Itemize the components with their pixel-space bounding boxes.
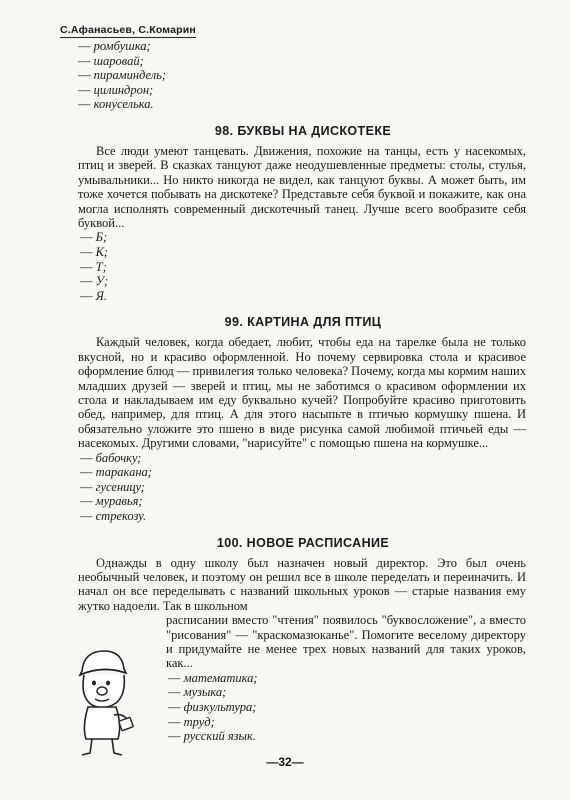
list-item: — физкультура; (168, 700, 526, 715)
list-item: — Я. (80, 289, 526, 304)
list-item: — конуселька. (78, 97, 526, 112)
section-text-100: Однажды в одну школу был назначен новый директор. Это был очень необычный человек, и поэтому он решил все в школе переделать и переиначить. И начал он все переделывать с названий школьных уроков — старые названия ему жутко надоели. Так в школьном (78, 555, 526, 613)
section-title-100: 100. НОВОЕ РАСПИСАНИЕ (216, 535, 390, 550)
section-text-98: Все люди умеют танцевать. Движения, похожие на танцы, есть у насекомых, птиц и зверей. В сказках танцуют даже неодушевленные предметы: столы, стулья, умывальники... Но никто никогда не видел, как танцуют буквы. А может быть, им тоже хочется побывать на дискотеке? Представьте себя буквой и покажите, как она могла исполнять современный дискотечный танец. Лучше всего вообразите себя буквой... (78, 143, 526, 230)
list-item: — пираминдель; (78, 68, 526, 83)
list-item: — русский язык. (168, 729, 526, 744)
list-item: — ромбушка; (78, 39, 526, 54)
list-item: — таракана; (80, 465, 526, 480)
list-item: — муравья; (80, 494, 526, 509)
list-item: — труд; (168, 715, 526, 730)
list-item: — математика; (168, 671, 526, 686)
list-item: — цилиндрон; (78, 83, 526, 98)
list-item: — шаровай; (78, 54, 526, 69)
page-header: С.Афанасьев, С.Комарин (60, 24, 196, 36)
section-text-99: Каждый человек, когда обедает, любит, чтобы еда на тарелке была не только вкусной, но и красиво оформленной. Но почему сервировка стола и красивое оформление блюд — привилегия только человека? Почему, когда мы кормим наших младших друзей — зверей и птиц, мы не заботимся о красивом оформлении их стола и накладываем им еду буквально кучей? Попробуйте красиво приготовить обед, например, для птиц. А для этого насыпьте в птичью кормушку пшена. И обязательно уложите это пшено в виде рисунка самой любимой птичьей еды — насекомых. Другими словами, "нарисуйте" с помощью пшена на кормушке... (78, 335, 526, 451)
intro-list (78, 39, 526, 112)
list-item: — У; (80, 274, 526, 289)
list-item: — Б; (80, 230, 526, 245)
section-list-98 (80, 230, 526, 303)
section-title-98: 98. БУКВЫ НА ДИСКОТЕКЕ (214, 123, 392, 138)
list-item: — стрекозу. (80, 509, 526, 524)
list-item: — гусеницу; (80, 480, 526, 495)
section-list-100 (168, 671, 526, 744)
list-item: — музыка; (168, 685, 526, 700)
illustrated-block (80, 613, 526, 744)
list-item: — бабочку; (80, 451, 526, 466)
cartoon-boy-illustration (62, 643, 142, 763)
list-item: — Т; (80, 260, 526, 275)
page-number: —32— (266, 755, 304, 769)
section-title-99: 99. КАРТИНА ДЛЯ ПТИЦ (224, 315, 382, 330)
list-item: — К; (80, 245, 526, 260)
section-side-text-100: расписании вместо "чтения" появилось "буквосложение", а вместо "рисования" — "краскомазюканье". Помогите веселому директору и придумайте не менее трех новых названий для таких уроков, как... (166, 613, 526, 671)
section-list-99 (80, 451, 526, 524)
